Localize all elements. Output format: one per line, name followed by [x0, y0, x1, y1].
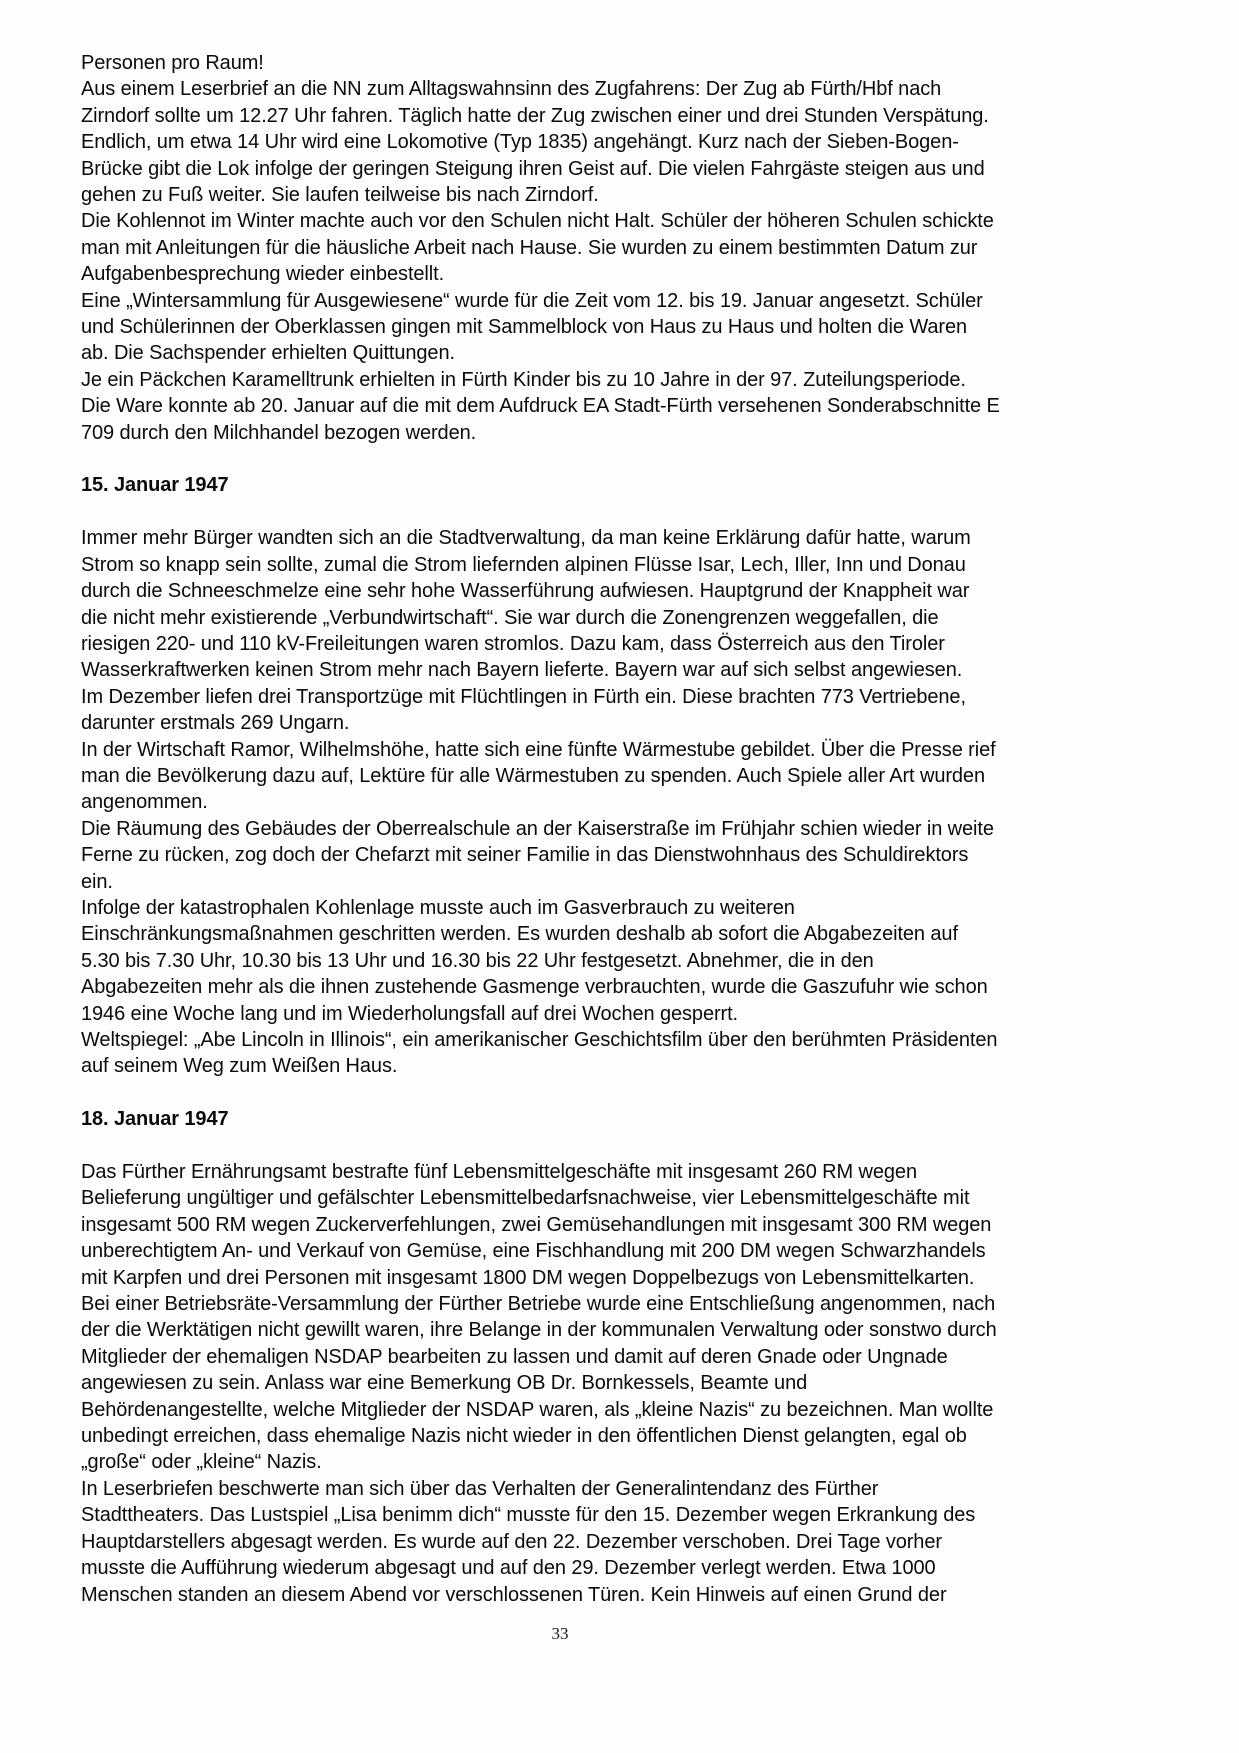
text-line: In der Wirtschaft Ramor, Wilhelmshöhe, hatte sich eine fünfte Wärmestube gebildet. Über die Presse rief: [81, 738, 996, 761]
text-line: Aus einem Leserbrief an die NN zum Alltagswahnsinn des Zugfahrens: Der Zug ab Fürth/Hbf nach: [81, 78, 942, 101]
text-line: In Leserbriefen beschwerte man sich über das Verhalten der Generalintendanz des Fürther: [81, 1477, 879, 1500]
text-line: unberechtigtem An- und Verkauf von Gemüse, eine Fischhandlung mit 200 DM wegen Schwarzhandels: [81, 1240, 986, 1263]
text-line: 5.30 bis 7.30 Uhr, 10.30 bis 13 Uhr und 16.30 bis 22 Uhr festgesetzt. Abnehmer, die in den: [81, 949, 874, 972]
text-line: 709 durch den Milchhandel bezogen werden.: [81, 421, 477, 444]
text-line: Brücke gibt die Lok infolge der geringen Steigung ihren Geist auf. Die vielen Fahrgäste steigen aus und: [81, 157, 985, 180]
text-line: Infolge der katastrophalen Kohlenlage musste auch im Gasverbrauch zu weiteren: [81, 896, 795, 919]
paragraph: [81, 1159, 1039, 1608]
text-line: Menschen standen an diesem Abend vor verschlossenen Türen. Kein Hinweis auf einen Grund der: [81, 1583, 947, 1606]
text-line: Abgabezeiten mehr als die ihnen zustehende Gasmenge verbrauchten, wurde die Gaszufuhr wie schon: [81, 976, 988, 999]
text-line: durch die Schneeschmelze eine sehr hohe Wasserführung aufwiesen. Hauptgrund der Knappheit war: [81, 580, 970, 603]
text-line: riesigen 220- und 110 kV-Freileitungen waren stromlos. Dazu kam, dass Österreich aus den Tiroler: [81, 632, 945, 655]
paragraph: [81, 50, 1039, 446]
document-body: [81, 50, 1039, 1608]
text-line: ein.: [81, 870, 113, 893]
text-line: Die Kohlennot im Winter machte auch vor den Schulen nicht Halt. Schüler der höheren Schulen schickte: [81, 210, 994, 233]
text-line: Bei einer Betriebsräte-Versammlung der Fürther Betriebe wurde eine Entschließung angenommen, nach: [81, 1293, 996, 1316]
text-line: Wasserkraftwerken keinen Strom mehr nach Bayern lieferte. Bayern war auf sich selbst angewiesen.: [81, 659, 963, 682]
text-line: gehen zu Fuß weiter. Sie laufen teilweise bis nach Zirndorf.: [81, 184, 599, 207]
text-line: Die Räumung des Gebäudes der Oberrealschule an der Kaiserstraße im Frühjahr schien wieder in weite: [81, 817, 994, 840]
text-line: Zirndorf sollte um 12.27 Uhr fahren. Täglich hatte der Zug zwischen einer und drei Stunden Verspätung.: [81, 104, 989, 127]
text-line: Die Ware konnte ab 20. Januar auf die mit dem Aufdruck EA Stadt-Fürth versehenen Sonderabschnitte E: [81, 395, 1000, 418]
text-line: Ferne zu rücken, zog doch der Chefarzt mit seiner Familie in das Dienstwohnhaus des Schuldirektors: [81, 844, 969, 867]
text-line: Aufgabenbesprechung wieder einbestellt.: [81, 263, 445, 286]
text-line: Das Fürther Ernährungsamt bestrafte fünf Lebensmittelgeschäfte mit insgesamt 260 RM wegen: [81, 1161, 917, 1183]
text-line: Mitglieder der ehemaligen NSDAP bearbeiten zu lassen und damit auf deren Gnade oder Ungnade: [81, 1345, 948, 1368]
date-heading: 15. Januar 1947: [81, 474, 229, 497]
text-line: Eine „Wintersammlung für Ausgewiesene“ wurde für die Zeit vom 12. bis 19. Januar angesetzt. Schüler: [81, 289, 983, 312]
text-line: Immer mehr Bürger wandten sich an die Stadtverwaltung, da man keine Erklärung dafür hatte, warum: [81, 527, 971, 550]
text-line: Hauptdarstellers abgesagt werden. Es wurde auf den 22. Dezember verschoben. Drei Tage vorher: [81, 1530, 942, 1553]
text-line: darunter erstmals 269 Ungarn.: [81, 712, 350, 735]
text-line: Personen pro Raum!: [81, 52, 264, 74]
text-line: Je ein Päckchen Karamelltrunk erhielten in Fürth Kinder bis zu 10 Jahre in der 97. Zuteilungsperiode.: [81, 368, 966, 391]
text-line: insgesamt 500 RM wegen Zuckerverfehlungen, zwei Gemüsehandlungen mit insgesamt 300 RM wegen: [81, 1213, 992, 1236]
paragraph: [81, 525, 1039, 1080]
text-line: Stadttheaters. Das Lustspiel „Lisa benimm dich“ musste für den 15. Dezember wegen Erkrankung des: [81, 1504, 976, 1527]
text-line: Weltspiegel: „Abe Lincoln in Illinois“, ein amerikanischer Geschichtsfilm über den berühmten Präsidenten: [81, 1029, 998, 1051]
text-line: Behördenangestellte, welche Mitglieder der NSDAP waren, als „kleine Nazis“ zu bezeichnen. Man wollte: [81, 1398, 994, 1421]
text-line: Einschränkungsmaßnahmen geschritten werden. Es wurden deshalb ab sofort die Abgabezeiten auf: [81, 923, 958, 946]
text-line: man mit Anleitungen für die häusliche Arbeit nach Hause. Sie wurden zu einem bestimmten Datum zur: [81, 236, 978, 259]
text-line: der die Werktätigen nicht gewillt waren, ihre Belange in der kommunalen Verwaltung oder sonstwo durch: [81, 1319, 997, 1342]
text-line: die nicht mehr existierende „Verbundwirtschaft“. Sie war durch die Zonengrenzen weggefallen, die: [81, 606, 939, 629]
text-line: auf seinem Weg zum Weißen Haus.: [81, 1055, 398, 1078]
text-line: 1946 eine Woche lang und im Wiederholungsfall auf drei Wochen gesperrt.: [81, 1002, 739, 1025]
text-line: und Schülerinnen der Oberklassen gingen mit Sammelblock von Haus zu Haus und holten die Waren: [81, 316, 968, 339]
text-line: musste die Aufführung wiederum abgesagt und auf den 29. Dezember verlegt werden. Etwa 1000: [81, 1557, 936, 1580]
text-line: man die Bevölkerung dazu auf, Lektüre für alle Wärmestuben zu spenden. Auch Spiele aller Art wurden: [81, 764, 985, 787]
text-line: „große“ oder „kleine“ Nazis.: [81, 1451, 322, 1474]
page-number: 33: [551, 1623, 569, 1643]
text-line: Endlich, um etwa 14 Uhr wird eine Lokomotive (Typ 1835) angehängt. Kurz nach der Sieben-Bogen-: [81, 131, 959, 154]
text-line: Belieferung ungültiger und gefälschter Lebensmittelbedarfsnachweise, vier Lebensmittelgeschäfte mit: [81, 1187, 970, 1210]
date-heading: 18. Januar 1947: [81, 1108, 229, 1131]
text-line: Im Dezember liefen drei Transportzüge mit Flüchtlingen in Fürth ein. Diese brachten 773 Vertriebene,: [81, 685, 966, 708]
text-line: angenommen.: [81, 791, 208, 814]
text-line: Strom so knapp sein sollte, zumal die Strom liefernden alpinen Flüsse Isar, Lech, Iller, Inn und Donau: [81, 553, 966, 576]
text-line: mit Karpfen und drei Personen mit insgesamt 1800 DM wegen Doppelbezugs von Lebensmittelkarten.: [81, 1266, 975, 1289]
text-line: unbedingt erreichen, dass ehemalige Nazis nicht wieder in den öffentlichen Dienst gelangten, egal ob: [81, 1425, 967, 1448]
text-line: ab. Die Sachspender erhielten Quittungen.: [81, 342, 455, 365]
text-line: angewiesen zu sein. Anlass war eine Bemerkung OB Dr. Bornkessels, Beamte und: [81, 1372, 808, 1395]
